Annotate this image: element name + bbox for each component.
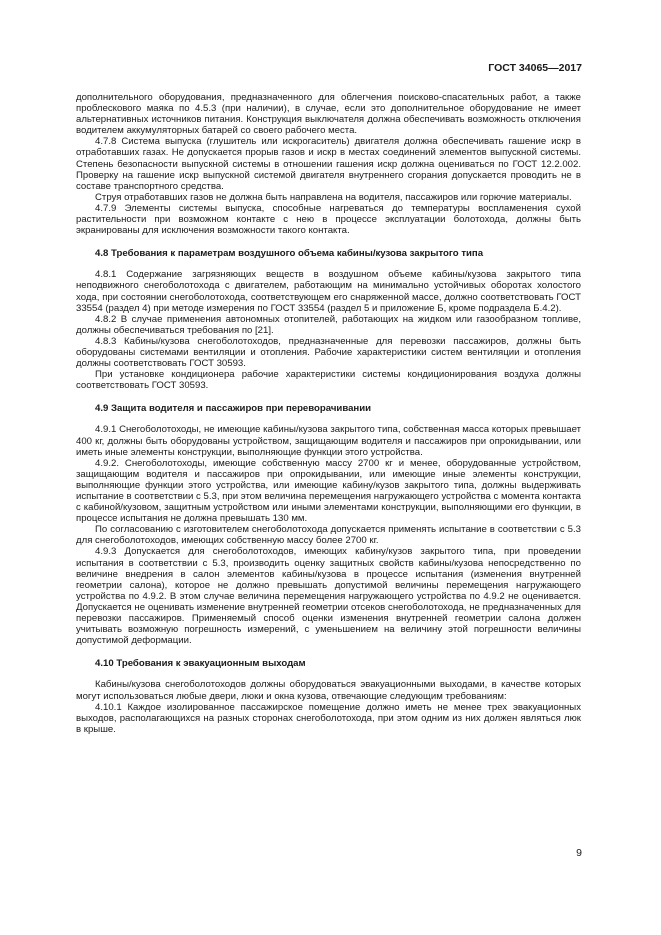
document-code-header: ГОСТ 34065—2017 bbox=[488, 62, 582, 74]
document-body bbox=[76, 92, 581, 735]
paragraph: 4.8.2 В случае применения автономных отопителей, работающих на жидком или газообразном топливе, должны обеспечиваться требования по [21]. bbox=[76, 313, 581, 336]
page-number: 9 bbox=[576, 847, 582, 859]
paragraph: 4.7.9 Элементы системы выпуска, способные нагреваться до температуры воспламенения сухой растительности при возможном контакте с нею в процессе эксплуатации болотохода, должны быть экранированы для исключения возможности такого контакта. bbox=[76, 202, 581, 237]
section-heading-4-9: 4.9 Защита водителя и пассажиров при переворачивании bbox=[95, 403, 372, 415]
paragraph: При установке кондиционера рабочие характеристики системы кондиционирования воздуха должны соответствовать ГОСТ 30593. bbox=[76, 369, 581, 392]
paragraph: 4.8.1 Содержание загрязняющих веществ в воздушном объеме кабины/кузова закрытого типа неподвижного снегоболотохода с двигателем, работающим на минимально устойчивых оборотах холостого хода, при состоянии снегоболотохода, соответствующем его снаряженной массе, должно соответствовать ГОСТ 33554 (раздел 4) при методе измерения по ГОСТ 33554 (раздел 5 и приложение Б, кроме подраздела Б.4.2). bbox=[76, 269, 581, 314]
paragraph: Струя отработавших газов не должна быть направлена на водителя, пассажиров или горючие материалы. bbox=[95, 191, 572, 203]
paragraph: 4.10.1 Каждое изолированное пассажирское помещение должно иметь не менее трех эвакуационных выходов, располагающихся на разных сторонах снегоболотохода, при этом одним из них должен являться люк в крыше. bbox=[76, 701, 581, 735]
paragraph: Кабины/кузова снегоболотоходов должны оборудоваться эвакуационными выходами, в качестве которых могут использоваться любые двери, люки и окна кузова, отвечающие следующим требованиям: bbox=[76, 679, 581, 702]
paragraph: дополнительного оборудования, предназначенного для облегчения поисково-спасательных работ, а также проблескового маяка по 4.5.3 (при наличии), в случае, если это дополнительное оборудование не имеет альтернативных источников питания. Конструкция выключателя должна обеспечивать возможность отключения водителем аккумуляторных батарей со своего рабочего места. bbox=[76, 92, 581, 137]
paragraph: 4.9.3 Допускается для снегоболотоходов, имеющих кабину/кузов закрытого типа, при проведении испытания в соответствии с 5.3, производить оценку защитных свойств кабины/кузова непосредственно по величине внедрения в салон элементов кабины/кузова в процессе испытания (изменения внутренней геометрии салона), которое не должно превышать допустимой величины перемещения нагружающего устройства по 4.9.2. В этом случае величина перемещения нагружающего устройства по 4.9.2 не оценивается. Допускается не оценивать изменение внутренней геометрии отсеков снегоболотохода, не предназначенных для перевозки пассажиров. Применяемый способ оценки изменения внутренней геометрии салона должен учитывать возможную погрешность измерений, с уменьшением на величину этой погрешности величины допустимой деформации. bbox=[76, 546, 581, 647]
paragraph: 4.9.2. Снегоболотоходы, имеющие собственную массу 2700 кг и менее, оборудованные устройством, защищающим водителя и пассажиров при опрокидывании, или имеющие иные элементы конструкции, выполняющие функции этого устройства, или имеющие кабину/кузов закрытого типа, должны выдерживать испытание в соответствии с 5.3, при этом величина перемещения нагружающего устройства с момента контакта с кабиной/кузовом, защитным устройством или иными элементами конструкции, выполняющими его функции, в процессе испытания не должна превышать 130 мм. bbox=[76, 457, 581, 525]
paragraph: 4.7.8 Система выпуска (глушитель или искрогаситель) двигателя должна обеспечивать гашение искр в отработавших газах. Не допускается прорыв газов и искр в местах соединений элементов выпускной системы. Степень безопасности выпускной системы в отношении гашения искр должна оцениваться по ГОСТ 12.2.002. Проверку на гашение искр выпускной системой двигателя внутреннего сгорания допускается проводить не в составе транспортного средства. bbox=[76, 136, 581, 192]
section-heading-4-8: 4.8 Требования к параметрам воздушного объема кабины/кузова закрытого типа bbox=[95, 248, 484, 260]
paragraph: 4.9.1 Снегоболотоходы, не имеющие кабины/кузова закрытого типа, собственная масса которых превышает 400 кг, должны быть оборудованы устройством, защищающим водителя и пассажиров при опрокидывании, или иметь иные элементы конструкции, выполняющие функции этого устройства. bbox=[76, 424, 581, 458]
section-heading-4-10: 4.10 Требования к эвакуационным выходам bbox=[95, 658, 306, 670]
paragraph: По согласованию с изготовителем снегоболотохода допускается применять испытание в соответствии с 5.3 для снегоболотоходов, имеющих собственную массу более 2700 кг. bbox=[76, 524, 581, 547]
paragraph: 4.8.3 Кабины/кузова снегоболотоходов, предназначенные для перевозки пассажиров, должны быть оборудованы системами вентиляции и отопления. Рабочие характеристики систем вентиляции и отопления должны соответствовать ГОСТ 30593. bbox=[76, 335, 581, 370]
